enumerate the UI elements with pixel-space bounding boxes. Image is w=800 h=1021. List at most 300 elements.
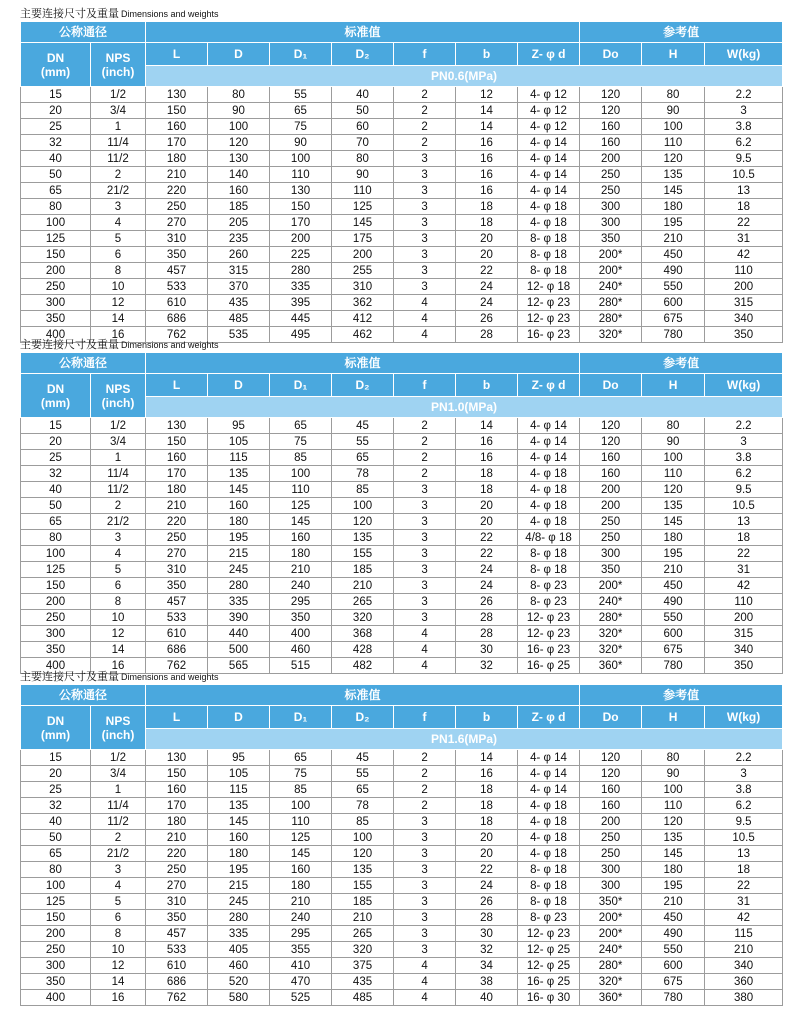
cell-do: 240*: [580, 942, 642, 958]
cell-f: 2: [394, 434, 456, 450]
cell-do: 200*: [580, 263, 642, 279]
cell-l: 170: [146, 135, 208, 151]
header-nps-unit: (inch): [101, 727, 135, 742]
cell-do: 300: [580, 878, 642, 894]
cell-nps: 8: [91, 594, 146, 610]
cell-do: 160: [580, 466, 642, 482]
cell-dn: 400: [21, 327, 91, 343]
cell-h: 490: [642, 263, 705, 279]
cell-nps: 3: [91, 862, 146, 878]
cell-z: 8- φ 18: [518, 894, 580, 910]
cell-d: 115: [208, 782, 270, 798]
section-caption: [20, 8, 219, 20]
cell-d2: 310: [332, 279, 394, 295]
cell-h: 110: [642, 135, 705, 151]
cell-f: 4: [394, 958, 456, 974]
cell-d2: 320: [332, 942, 394, 958]
cell-d1: 350: [270, 610, 332, 626]
cell-l: 762: [146, 658, 208, 674]
cell-nps: 8: [91, 926, 146, 942]
cell-d2: 482: [332, 658, 394, 674]
cell-do: 250: [580, 183, 642, 199]
cell-d1: 210: [270, 562, 332, 578]
cell-d: 180: [208, 514, 270, 530]
cell-d2: 428: [332, 642, 394, 658]
cell-f: 4: [394, 658, 456, 674]
cell-f: 2: [394, 87, 456, 103]
header-weight: W(kg): [705, 374, 783, 397]
cell-f: 3: [394, 167, 456, 183]
cell-weight: 350: [705, 658, 783, 674]
cell-do: 240*: [580, 594, 642, 610]
cell-f: 3: [394, 594, 456, 610]
cell-nps: 16: [91, 327, 146, 343]
cell-d1: 295: [270, 926, 332, 942]
cell-d2: 155: [332, 546, 394, 562]
cell-dn: 65: [21, 183, 91, 199]
cell-f: 2: [394, 766, 456, 782]
cell-dn: 40: [21, 151, 91, 167]
cell-weight: 9.5: [705, 482, 783, 498]
cell-dn: 150: [21, 910, 91, 926]
cell-h: 195: [642, 546, 705, 562]
cell-do: 360*: [580, 990, 642, 1006]
cell-d2: 65: [332, 782, 394, 798]
cell-b: 32: [456, 658, 518, 674]
cell-l: 210: [146, 498, 208, 514]
cell-z: 4- φ 14: [518, 418, 580, 434]
cell-d: 140: [208, 167, 270, 183]
cell-l: 220: [146, 183, 208, 199]
header-dn: [21, 374, 91, 418]
cell-weight: 2.2: [705, 87, 783, 103]
table-row: [21, 167, 783, 183]
cell-d: 95: [208, 418, 270, 434]
cell-z: 8- φ 18: [518, 862, 580, 878]
cell-f: 2: [394, 466, 456, 482]
dimensions-table: [20, 21, 783, 343]
cell-nps: 12: [91, 295, 146, 311]
cell-dn: 15: [21, 87, 91, 103]
cell-d1: 75: [270, 119, 332, 135]
cell-nps: 16: [91, 990, 146, 1006]
cell-nps: 21/2: [91, 514, 146, 530]
cell-dn: 65: [21, 846, 91, 862]
cell-weight: 340: [705, 642, 783, 658]
cell-z: 16- φ 23: [518, 642, 580, 658]
cell-d2: 65: [332, 450, 394, 466]
table-row: [21, 958, 783, 974]
cell-nps: 14: [91, 974, 146, 990]
cell-dn: 150: [21, 247, 91, 263]
cell-weight: 6.2: [705, 798, 783, 814]
table-row: [21, 846, 783, 862]
cell-d2: 60: [332, 119, 394, 135]
cell-do: 200*: [580, 578, 642, 594]
cell-weight: 9.5: [705, 151, 783, 167]
cell-l: 610: [146, 958, 208, 974]
cell-d: 130: [208, 151, 270, 167]
cell-nps: 4: [91, 546, 146, 562]
cell-h: 100: [642, 450, 705, 466]
cell-nps: 1: [91, 450, 146, 466]
header-l: L: [146, 374, 208, 397]
header-nominal-diameter: 公称通径: [21, 685, 146, 706]
cell-l: 310: [146, 231, 208, 247]
cell-dn: 125: [21, 231, 91, 247]
cell-weight: 350: [705, 327, 783, 343]
cell-d2: 45: [332, 750, 394, 766]
cell-l: 160: [146, 119, 208, 135]
cell-d: 405: [208, 942, 270, 958]
cell-b: 18: [456, 814, 518, 830]
cell-b: 18: [456, 482, 518, 498]
cell-d: 500: [208, 642, 270, 658]
cell-nps: 11/4: [91, 135, 146, 151]
cell-d2: 210: [332, 578, 394, 594]
cell-do: 160: [580, 450, 642, 466]
header-nps: [91, 706, 146, 750]
cell-z: 16- φ 25: [518, 974, 580, 990]
cell-h: 145: [642, 514, 705, 530]
cell-b: 16: [456, 135, 518, 151]
cell-b: 30: [456, 642, 518, 658]
cell-d1: 85: [270, 450, 332, 466]
cell-z: 4- φ 14: [518, 434, 580, 450]
cell-h: 600: [642, 626, 705, 642]
cell-d1: 210: [270, 894, 332, 910]
cell-dn: 80: [21, 199, 91, 215]
cell-do: 280*: [580, 295, 642, 311]
cell-l: 686: [146, 311, 208, 327]
header-d: D: [208, 374, 270, 397]
cell-d2: 368: [332, 626, 394, 642]
cell-dn: 20: [21, 103, 91, 119]
cell-d1: 110: [270, 814, 332, 830]
cell-d1: 110: [270, 167, 332, 183]
section-caption: [20, 339, 219, 351]
cell-d: 160: [208, 183, 270, 199]
dimensions-table: [20, 352, 783, 674]
cell-weight: 18: [705, 199, 783, 215]
cell-d1: 240: [270, 578, 332, 594]
cell-l: 457: [146, 926, 208, 942]
cell-b: 22: [456, 546, 518, 562]
cell-l: 533: [146, 279, 208, 295]
cell-dn: 15: [21, 418, 91, 434]
cell-weight: 10.5: [705, 830, 783, 846]
cell-h: 135: [642, 498, 705, 514]
cell-nps: 21/2: [91, 846, 146, 862]
table-row: [21, 578, 783, 594]
cell-d2: 462: [332, 327, 394, 343]
cell-dn: 125: [21, 562, 91, 578]
cell-f: 3: [394, 862, 456, 878]
cell-b: 38: [456, 974, 518, 990]
cell-f: 3: [394, 578, 456, 594]
cell-dn: 100: [21, 215, 91, 231]
cell-b: 18: [456, 199, 518, 215]
cell-l: 350: [146, 578, 208, 594]
cell-l: 170: [146, 798, 208, 814]
header-d1: D₁: [270, 43, 332, 66]
cell-dn: 15: [21, 750, 91, 766]
cell-h: 180: [642, 862, 705, 878]
cell-f: 3: [394, 562, 456, 578]
cell-do: 120: [580, 103, 642, 119]
dimensions-table: [20, 684, 783, 1006]
cell-weight: 10.5: [705, 498, 783, 514]
cell-d1: 145: [270, 846, 332, 862]
cell-z: 4- φ 18: [518, 199, 580, 215]
table-row: [21, 199, 783, 215]
cell-d: 195: [208, 530, 270, 546]
cell-dn: 350: [21, 974, 91, 990]
cell-weight: 115: [705, 926, 783, 942]
cell-d: 280: [208, 578, 270, 594]
cell-h: 780: [642, 658, 705, 674]
cell-nps: 6: [91, 247, 146, 263]
header-do: Do: [580, 374, 642, 397]
cell-h: 180: [642, 199, 705, 215]
cell-b: 18: [456, 798, 518, 814]
caption-english: Dimensions and weights: [121, 9, 219, 19]
cell-z: 4- φ 18: [518, 215, 580, 231]
cell-weight: 315: [705, 295, 783, 311]
cell-do: 250: [580, 530, 642, 546]
cell-nps: 1: [91, 119, 146, 135]
cell-d: 160: [208, 830, 270, 846]
header-dn: [21, 43, 91, 87]
cell-nps: 8: [91, 263, 146, 279]
cell-dn: 50: [21, 830, 91, 846]
cell-d2: 135: [332, 530, 394, 546]
pressure-rating: PN1.6(MPa): [146, 729, 783, 750]
cell-nps: 1/2: [91, 87, 146, 103]
cell-d1: 170: [270, 215, 332, 231]
cell-b: 16: [456, 434, 518, 450]
cell-d: 440: [208, 626, 270, 642]
cell-d1: 295: [270, 594, 332, 610]
cell-f: 4: [394, 642, 456, 658]
cell-z: 16- φ 25: [518, 658, 580, 674]
cell-d1: 180: [270, 878, 332, 894]
cell-f: 2: [394, 103, 456, 119]
table-row: [21, 830, 783, 846]
cell-l: 686: [146, 642, 208, 658]
cell-f: 4: [394, 295, 456, 311]
cell-h: 450: [642, 578, 705, 594]
header-standard-values: 标准值: [146, 353, 580, 374]
cell-nps: 10: [91, 279, 146, 295]
cell-d: 185: [208, 199, 270, 215]
cell-h: 210: [642, 562, 705, 578]
header-nps-unit: (inch): [101, 64, 135, 79]
cell-dn: 150: [21, 578, 91, 594]
cell-d1: 445: [270, 311, 332, 327]
header-f: f: [394, 43, 456, 66]
cell-d: 145: [208, 482, 270, 498]
cell-weight: 315: [705, 626, 783, 642]
cell-h: 675: [642, 974, 705, 990]
cell-z: 8- φ 23: [518, 910, 580, 926]
cell-b: 14: [456, 119, 518, 135]
header-z: Z- φ d: [518, 706, 580, 729]
cell-d1: 525: [270, 990, 332, 1006]
cell-d: 335: [208, 926, 270, 942]
cell-weight: 42: [705, 578, 783, 594]
cell-b: 24: [456, 295, 518, 311]
cell-z: 16- φ 30: [518, 990, 580, 1006]
cell-b: 24: [456, 279, 518, 295]
cell-z: 8- φ 23: [518, 578, 580, 594]
cell-dn: 300: [21, 626, 91, 642]
cell-z: 12- φ 23: [518, 610, 580, 626]
cell-d2: 265: [332, 594, 394, 610]
cell-do: 160: [580, 135, 642, 151]
cell-z: 4- φ 18: [518, 514, 580, 530]
cell-dn: 300: [21, 295, 91, 311]
cell-do: 300: [580, 862, 642, 878]
cell-h: 120: [642, 151, 705, 167]
cell-d: 115: [208, 450, 270, 466]
cell-dn: 350: [21, 642, 91, 658]
table-row: [21, 466, 783, 482]
cell-d2: 255: [332, 263, 394, 279]
cell-d: 105: [208, 766, 270, 782]
cell-d: 235: [208, 231, 270, 247]
cell-z: 4- φ 14: [518, 782, 580, 798]
cell-z: 4/8- φ 18: [518, 530, 580, 546]
cell-f: 4: [394, 327, 456, 343]
table-row: [21, 151, 783, 167]
cell-weight: 31: [705, 562, 783, 578]
cell-f: 3: [394, 878, 456, 894]
cell-z: 12- φ 18: [518, 279, 580, 295]
cell-do: 120: [580, 766, 642, 782]
cell-d2: 320: [332, 610, 394, 626]
cell-nps: 5: [91, 231, 146, 247]
pressure-rating: PN0.6(MPa): [146, 66, 783, 87]
cell-nps: 3/4: [91, 103, 146, 119]
cell-f: 3: [394, 530, 456, 546]
table-row: [21, 450, 783, 466]
cell-b: 26: [456, 894, 518, 910]
cell-b: 12: [456, 87, 518, 103]
cell-h: 675: [642, 642, 705, 658]
cell-weight: 340: [705, 311, 783, 327]
cell-d: 215: [208, 546, 270, 562]
cell-dn: 100: [21, 546, 91, 562]
cell-weight: 22: [705, 546, 783, 562]
cell-d: 160: [208, 498, 270, 514]
cell-l: 762: [146, 990, 208, 1006]
header-dn-unit: (mm): [40, 395, 71, 410]
header-b: b: [456, 706, 518, 729]
cell-d2: 210: [332, 910, 394, 926]
cell-d1: 280: [270, 263, 332, 279]
cell-l: 150: [146, 766, 208, 782]
cell-d1: 65: [270, 418, 332, 434]
cell-f: 2: [394, 798, 456, 814]
header-weight: W(kg): [705, 706, 783, 729]
cell-h: 145: [642, 183, 705, 199]
cell-h: 80: [642, 87, 705, 103]
cell-b: 30: [456, 926, 518, 942]
cell-nps: 2: [91, 830, 146, 846]
table-row: [21, 530, 783, 546]
cell-weight: 18: [705, 862, 783, 878]
header-h: H: [642, 374, 705, 397]
cell-b: 14: [456, 750, 518, 766]
cell-h: 490: [642, 926, 705, 942]
cell-d: 245: [208, 894, 270, 910]
cell-d: 215: [208, 878, 270, 894]
cell-z: 4- φ 14: [518, 167, 580, 183]
table-row: [21, 750, 783, 766]
cell-weight: 31: [705, 894, 783, 910]
cell-dn: 300: [21, 958, 91, 974]
cell-nps: 5: [91, 894, 146, 910]
cell-f: 3: [394, 610, 456, 626]
table-row: [21, 878, 783, 894]
header-b: b: [456, 374, 518, 397]
cell-l: 250: [146, 530, 208, 546]
cell-d: 80: [208, 87, 270, 103]
cell-d: 180: [208, 846, 270, 862]
cell-dn: 125: [21, 894, 91, 910]
cell-h: 550: [642, 279, 705, 295]
table-row: [21, 279, 783, 295]
cell-d: 135: [208, 798, 270, 814]
cell-weight: 200: [705, 610, 783, 626]
cell-d: 315: [208, 263, 270, 279]
cell-z: 4- φ 12: [518, 119, 580, 135]
cell-weight: 360: [705, 974, 783, 990]
cell-b: 16: [456, 151, 518, 167]
table-row: [21, 482, 783, 498]
cell-z: 4- φ 14: [518, 766, 580, 782]
table-row: [21, 434, 783, 450]
table-row: [21, 247, 783, 263]
table-row: [21, 87, 783, 103]
cell-d1: 130: [270, 183, 332, 199]
cell-weight: 13: [705, 514, 783, 530]
table-row: [21, 119, 783, 135]
cell-d1: 515: [270, 658, 332, 674]
cell-z: 8- φ 18: [518, 562, 580, 578]
cell-weight: 22: [705, 878, 783, 894]
cell-b: 20: [456, 846, 518, 862]
header-dn-label: DN: [46, 713, 65, 728]
cell-nps: 16: [91, 658, 146, 674]
cell-nps: 3/4: [91, 434, 146, 450]
cell-d2: 185: [332, 894, 394, 910]
table-row: [21, 926, 783, 942]
cell-d: 485: [208, 311, 270, 327]
cell-f: 3: [394, 482, 456, 498]
pressure-rating: PN1.0(MPa): [146, 397, 783, 418]
cell-weight: 3.8: [705, 119, 783, 135]
cell-l: 130: [146, 87, 208, 103]
cell-b: 16: [456, 450, 518, 466]
caption-english: Dimensions and weights: [121, 672, 219, 682]
cell-dn: 200: [21, 594, 91, 610]
cell-dn: 20: [21, 434, 91, 450]
cell-f: 3: [394, 910, 456, 926]
cell-dn: 20: [21, 766, 91, 782]
cell-z: 4- φ 14: [518, 750, 580, 766]
